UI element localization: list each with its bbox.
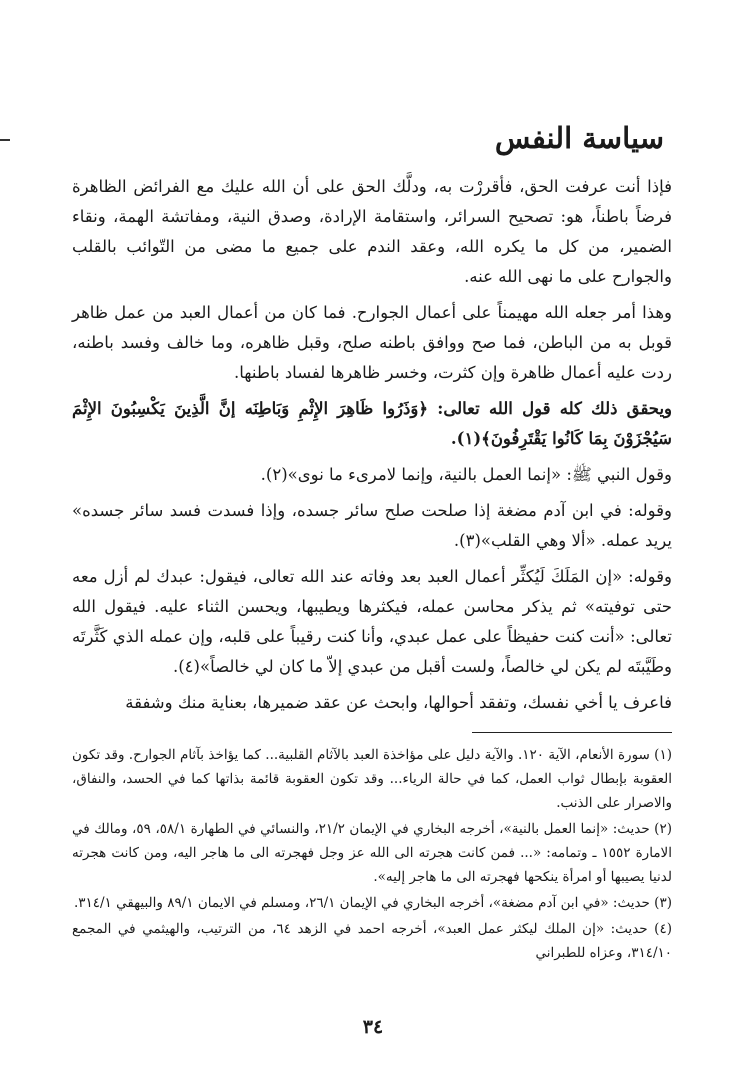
page-number: ٣٤	[362, 1016, 384, 1038]
margin-mark	[0, 139, 10, 141]
footnote-3: (٣) حديث: «في ابن آدم مضغة»، أخرجه البخاري في الإيمان ٢٦/١، ومسلم في الايمان ٨٩/١ والبيهقي ٣١٤/١.	[73, 895, 672, 911]
paragraph-6: وقوله: «إن المَلَكَ لَيُكثِّر أعمال العبد بعد وفاته عند الله تعالى، فيقول: عبدك لم أزل معه حتى توفيته» ثم يذكر محاسن عمله، فيكثرها ويطيبها، ويحسن الثناء عليه. فيقول الله تعالى: «أنت كنت حفيظاً على عمل عبدي، وأنا كنت رقيباً على قلبه، وإن عمله الذي كَثَّرتَه وطَيَّبتَه لم يكن لي خالصاً، ولست أقبل من عبدي إلاّ ما كان لي خالصاً»(٤).	[72, 567, 672, 676]
footnote-divider	[472, 732, 672, 733]
footnote-2: (٢) حديث: «إنما العمل بالنية»، أخرجه البخاري في الإيمان ٢١/٢، والنسائي في الطهارة ٥٨/١، ٥٩، ومالك في الامارة ١٥٥٢ ـ وتمامه: «... فمن كانت هجرته الى الله عز وجل فهجرته الى ما هاجر اليه، ومن كانت هجرته لدنيا يصيبها أو امرأة ينكحها فهجرته الى ما هاجر إليه».	[72, 821, 672, 885]
paragraph-3-quran-verse: ويحقق ذلك كله قول الله تعالى: ﴿وَذَرُوا ظَاهِرَ الإِثْمِ وَبَاطِنَه إنَّ الَّذِينَ يَكْسِبُونَ الإِثْمَ سَيُجْزَوْنَ بِمَا كَانُوا يَقْتَرِفُونَ﴾(١).	[72, 399, 672, 448]
paragraph-5: وقوله: في ابن آدم مضغة إذا صلحت صلح سائر جسده، وإذا فسدت فسد سائر جسده» يريد عمله. «ألا وهي القلب»(٣).	[72, 501, 672, 550]
paragraph-2: وهذا أمر جعله الله مهيمناً على أعمال الجوارح. فما كان من أعمال العبد من عمل ظاهر قوبل به من الباطن، فما صح ووافق باطنه صلح، وقبل ظاهره، وما خالف وفسد باطنه، ردت عليه أعمال ظاهرة وإن كثرت، وخسر ظاهرها لفساد باطنها.	[72, 303, 672, 382]
footnote-4: (٤) حديث: «إن الملك ليكثر عمل العبد»، أخرجه احمد في الزهد ٦٤، من الترتيب، والهيثمي في المجمع ٣١٤/١٠، وعزاه للطبراني	[72, 921, 672, 961]
page-body	[72, 118, 672, 967]
paragraph-1: فإذا أنت عرفت الحق، فأقررْت به، ودلَّك الحق على أن الله عليك مع الفرائض الظاهرة فرضاً باطناً، هو: تصحيح السرائر، واستقامة الإرادة، وصدق النية، ومفاتشة الهمة، ونقاء الضمير، من كل ما يكره الله، وعقد الندم على جميع ما مضى من التّوائب بالقلب والجوارح على ما نهى الله عنه.	[72, 177, 672, 286]
paragraph-4: وقول النبي ﷺ: «إنما العمل بالنية، وإنما لامرىء ما نوى»(٢).	[260, 465, 672, 484]
footnote-1: (١) سورة الأنعام، الآية ١٢٠. والآية دليل على مؤاخذة العبد بالآثام القلبية... كما يؤاخذ بآثام الجوارح. وقد تكون العقوبة بإبطال ثواب العمل، كما في حالة الرياء... وقد تكون العقوبة قائمة بذاتها كما في الحسد، والنفاق، والاصرار على الذنب.	[72, 747, 672, 811]
paragraph-7: فاعرف يا أخي نفسك، وتفقد أحوالها، وابحث عن عقد ضميرها، بعناية منك وشفقة	[125, 693, 672, 712]
chapter-title: سياسة النفس	[494, 121, 664, 155]
